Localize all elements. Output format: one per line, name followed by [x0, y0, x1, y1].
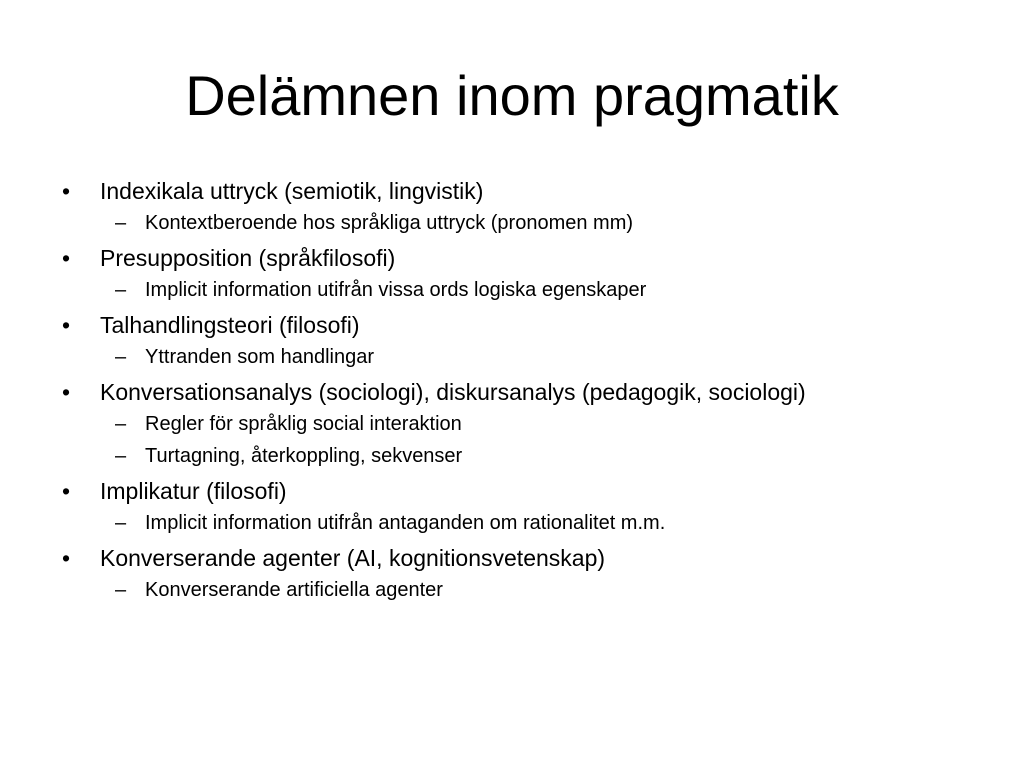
- sub-bullet-item: [56, 344, 956, 370]
- bullet-icon: •: [62, 178, 71, 204]
- sub-bullet-text: Implicit information utifrån vissa ords logiska egenskaper: [145, 279, 647, 301]
- sub-bullet-text: Konverserande artificiella agenter: [145, 579, 443, 601]
- bullet-list: [56, 178, 956, 603]
- sub-bullet-text: Kontextberoende hos språkliga uttryck (pronomen mm): [145, 212, 634, 234]
- bullet-text: Konverserande agenter (AI, kognitionsvetenskap): [100, 545, 606, 571]
- sub-bullet-item: [56, 277, 956, 303]
- dash-icon: –: [115, 413, 127, 435]
- dash-icon: –: [115, 212, 127, 234]
- bullet-icon: •: [62, 478, 71, 504]
- sub-bullet-item: [56, 411, 956, 437]
- slide-title: Delämnen inom pragmatik: [185, 64, 839, 127]
- sub-bullet-text: Turtagning, återkoppling, sekvenser: [145, 445, 463, 467]
- bullet-text: Indexikala uttryck (semiotik, lingvistik): [100, 178, 484, 204]
- bullet-text: Talhandlingsteori (filosofi): [100, 312, 360, 338]
- sub-bullet-item: [56, 510, 956, 536]
- bullet-icon: •: [62, 545, 71, 571]
- sub-bullet-item: [56, 210, 956, 236]
- sub-bullet-text: Yttranden som handlingar: [145, 346, 375, 368]
- dash-icon: –: [115, 445, 127, 467]
- bullet-item: [56, 379, 956, 405]
- dash-icon: –: [115, 512, 127, 534]
- sub-bullet-item: [56, 577, 956, 603]
- bullet-item: [56, 245, 956, 271]
- dash-icon: –: [115, 279, 127, 301]
- dash-icon: –: [115, 346, 127, 368]
- bullet-item: [56, 178, 956, 204]
- bullet-icon: •: [62, 312, 71, 338]
- sub-bullet-item: [56, 443, 956, 469]
- bullet-item: [56, 545, 956, 571]
- bullet-icon: •: [62, 379, 71, 405]
- bullet-text: Implikatur (filosofi): [100, 478, 287, 504]
- bullet-item: [56, 312, 956, 338]
- sub-bullet-text: Implicit information utifrån antaganden om rationalitet m.m.: [145, 512, 666, 534]
- bullet-icon: •: [62, 245, 71, 271]
- bullet-text: Presupposition (språkfilosofi): [100, 245, 396, 271]
- bullet-item: [56, 478, 956, 504]
- bullet-text: Konversationsanalys (sociologi), diskursanalys (pedagogik, sociologi): [100, 379, 806, 405]
- dash-icon: –: [115, 579, 127, 601]
- sub-bullet-text: Regler för språklig social interaktion: [145, 413, 462, 435]
